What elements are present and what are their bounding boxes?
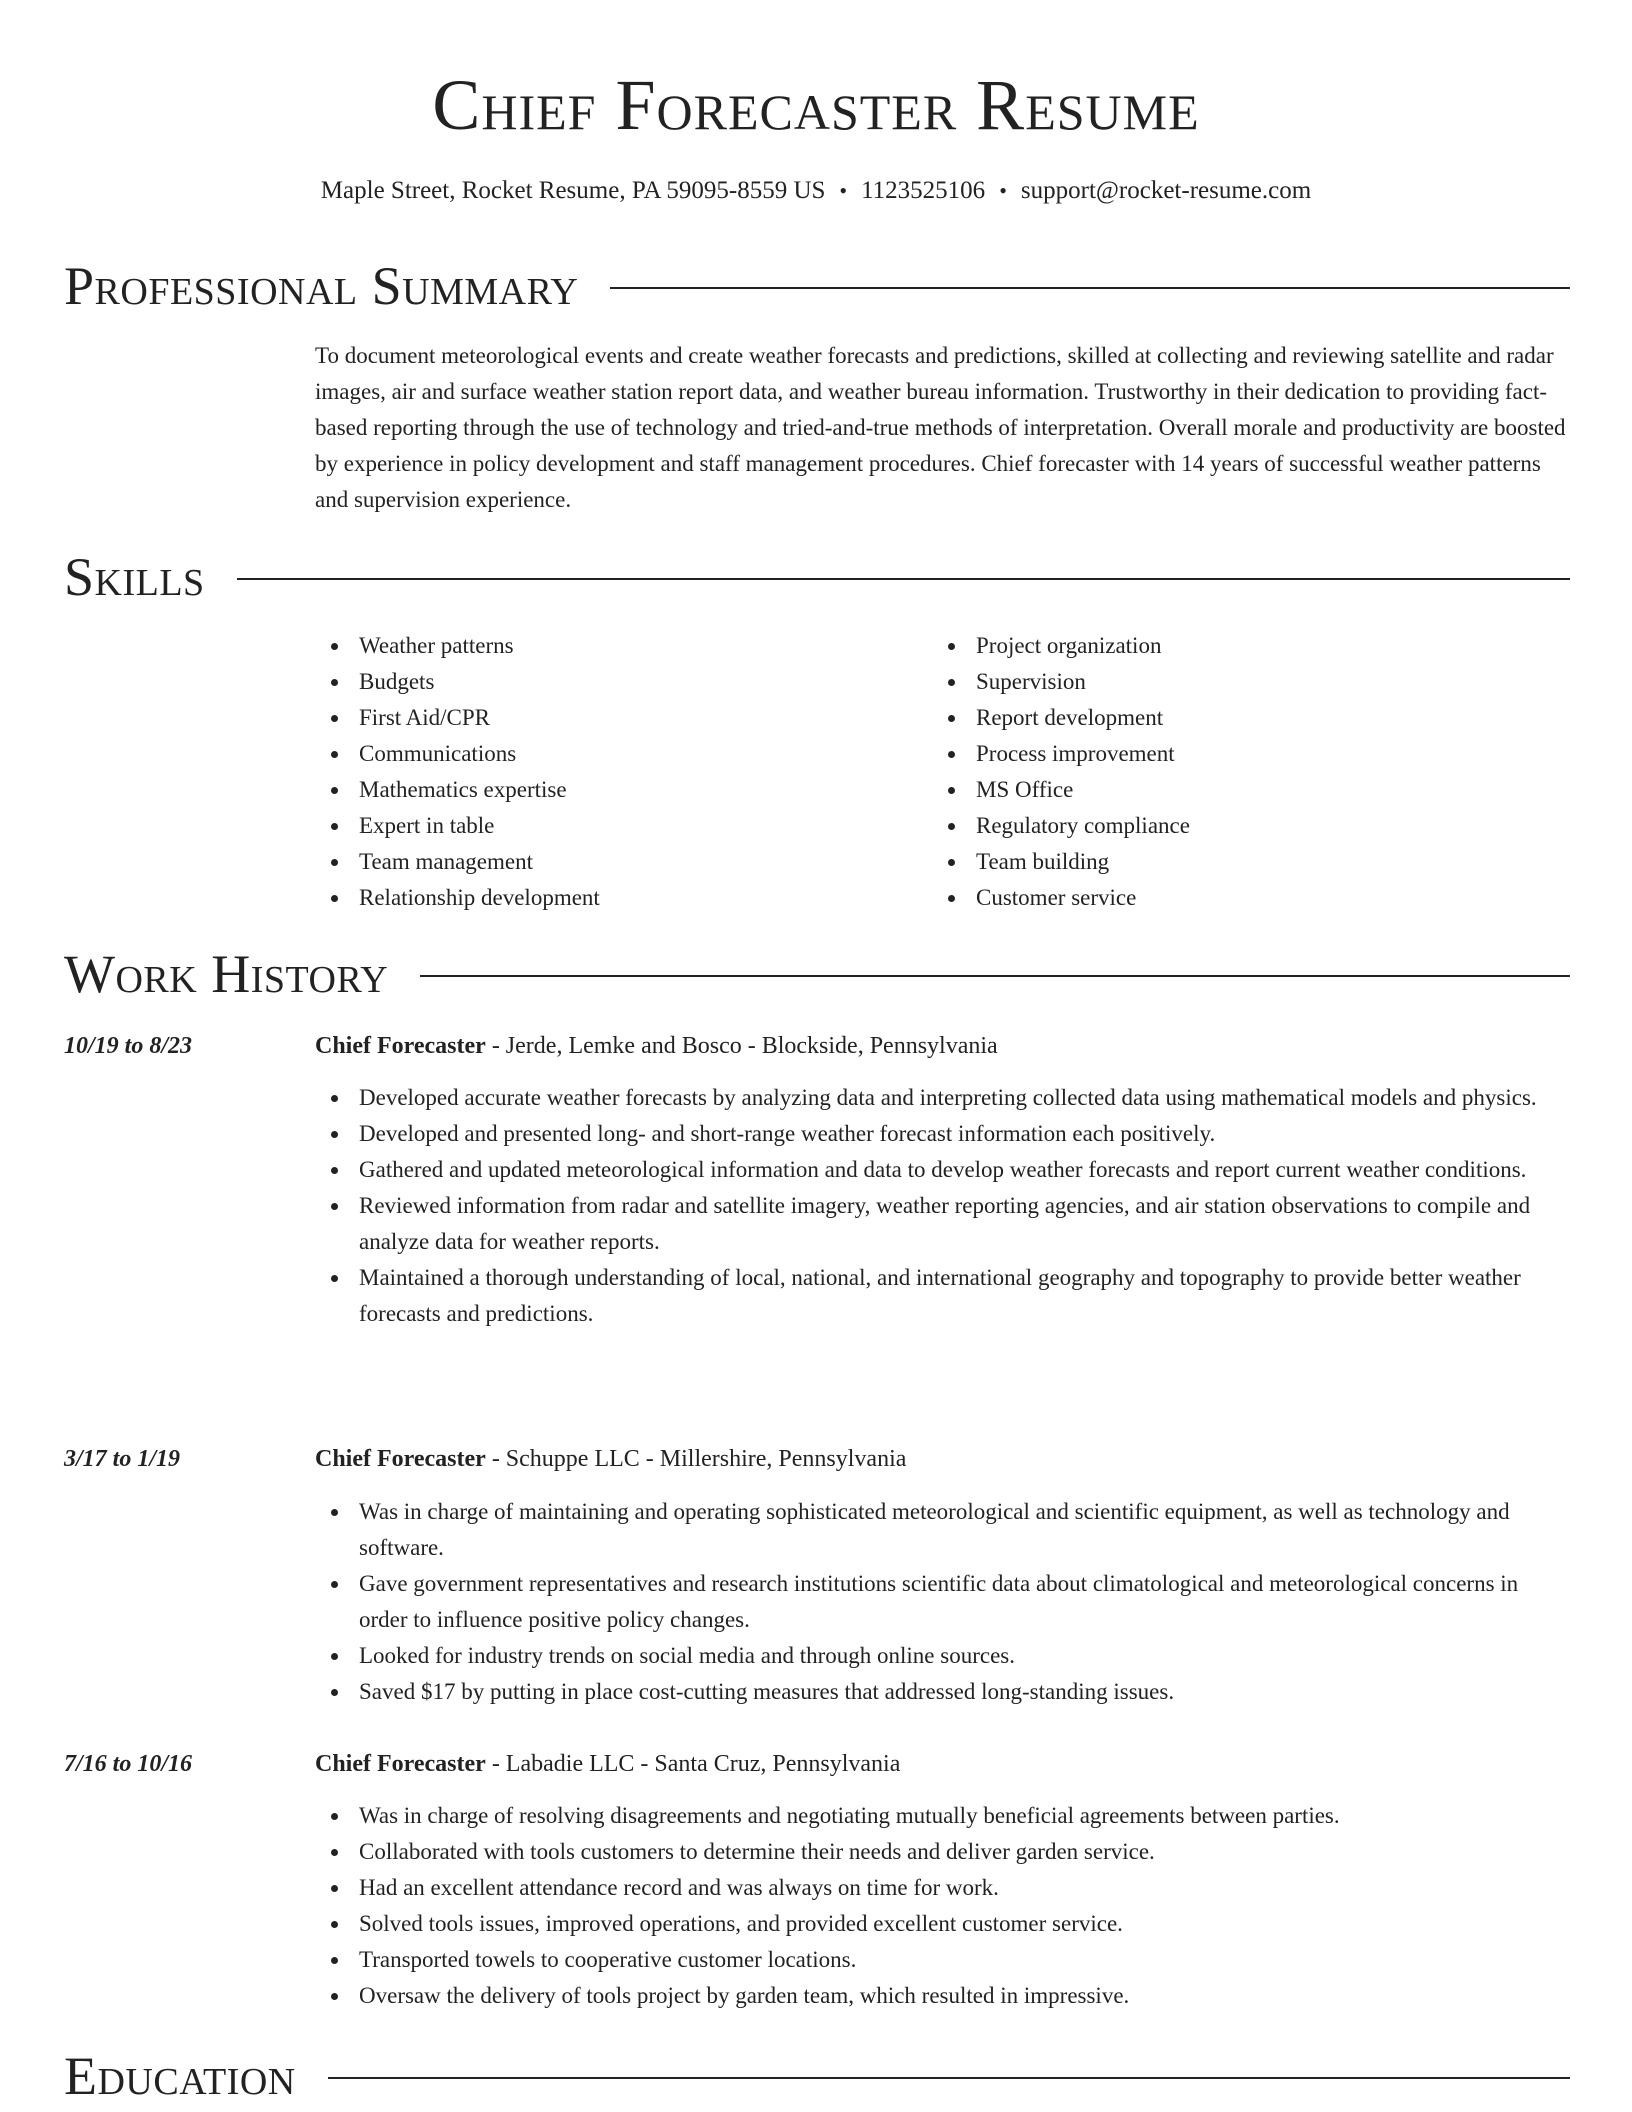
- skill-item: Team building: [932, 844, 1549, 880]
- section-title-education: Education: [64, 2046, 296, 2106]
- skill-item: First Aid/CPR: [315, 700, 932, 736]
- skill-item: Customer service: [932, 880, 1549, 916]
- summary-text: To document meteorological events and create weather forecasts and predictions, skilled at collecting and reviewing satellite and radar images, air and surface weather station report data, and weather bureau information. Trustworthy in their dedication to providing fact-based reporting through the use of technology and tried-and-true methods of interpretation. Overall morale and productivity are boosted by experience in policy development and staff management procedures. Chief forecaster with 14 years of successful weather patterns and supervision experience.: [315, 343, 1566, 512]
- skill-item: Expert in table: [315, 808, 932, 844]
- skill-item: Mathematics expertise: [315, 772, 932, 808]
- job-bullets: [315, 1080, 1570, 1332]
- phone[interactable]: 1123525106: [861, 177, 986, 204]
- section-header-skills: [64, 545, 1570, 609]
- job-heading: [315, 1746, 1570, 1782]
- section-rule: [328, 2077, 1570, 2079]
- section-header-education: [64, 2044, 1570, 2108]
- job-bullet: Maintained a thorough understanding of local, national, and international geography and topography to provide better weather forecasts and predictions.: [315, 1260, 1570, 1332]
- section-title-summary: Professional Summary: [64, 256, 579, 316]
- section-header-work: [64, 942, 1570, 1006]
- job-dates: 7/16 to 10/16: [64, 1751, 193, 1777]
- skill-item: Supervision: [932, 664, 1549, 700]
- job-bullet: Saved $17 by putting in place cost-cutting measures that addressed long-standing issues.: [315, 1674, 1570, 1710]
- job-bullet: Gave government representatives and research institutions scientific data about climatological and meteorological concerns in order to influence positive policy changes.: [315, 1566, 1570, 1638]
- skill-item: Report development: [932, 700, 1549, 736]
- job-heading: [315, 1028, 1570, 1064]
- section-title-skills: Skills: [64, 547, 205, 607]
- job-title: Chief Forecaster: [315, 1446, 486, 1472]
- job-dates: 10/19 to 8/23: [64, 1033, 193, 1059]
- job-bullet: Developed and presented long- and short-range weather forecast information each positively.: [315, 1116, 1570, 1152]
- job-bullet: Looked for industry trends on social media and through online sources.: [315, 1638, 1570, 1674]
- skill-item: Process improvement: [932, 736, 1549, 772]
- skill-item: Project organization: [932, 628, 1549, 664]
- skill-item: Weather patterns: [315, 628, 932, 664]
- skills-column-right: [932, 628, 1549, 916]
- job-bullet: Was in charge of maintaining and operating sophisticated meteorological and scientific equipment, as well as technology and software.: [315, 1494, 1570, 1566]
- job-employer: - Labadie LLC - Santa Cruz, Pennsylvania: [485, 1751, 901, 1777]
- job-bullet: Transported towels to cooperative customer locations.: [315, 1942, 1570, 1978]
- skill-item: Communications: [315, 736, 932, 772]
- separator-dot: •: [999, 178, 1007, 203]
- skill-item: Budgets: [315, 664, 932, 700]
- skills-column-left: [315, 628, 932, 916]
- skill-item: Relationship development: [315, 880, 932, 916]
- address: Maple Street, Rocket Resume, PA 59095-8559 US: [320, 177, 826, 204]
- job-bullet: Had an excellent attendance record and was always on time for work.: [315, 1870, 1570, 1906]
- job-bullet: Gathered and updated meteorological information and data to develop weather forecasts and report current weather conditions.: [315, 1152, 1570, 1188]
- job-bullet: Solved tools issues, improved operations, and provided excellent customer service.: [315, 1906, 1570, 1942]
- job-title: Chief Forecaster: [315, 1751, 486, 1777]
- job-bullet: Developed accurate weather forecasts by analyzing data and interpreting collected data using mathematical models and physics.: [315, 1080, 1570, 1116]
- job-employer: - Jerde, Lemke and Bosco - Blockside, Pennsylvania: [485, 1033, 998, 1059]
- section-rule: [610, 287, 1570, 289]
- email[interactable]: support@rocket-resume.com: [1020, 177, 1312, 204]
- job-bullet: Collaborated with tools customers to determine their needs and deliver garden service.: [315, 1834, 1570, 1870]
- section-title-work: Work History: [64, 944, 389, 1004]
- job-bullet: Was in charge of resolving disagreements and negotiating mutually beneficial agreements between parties.: [315, 1798, 1570, 1834]
- skill-item: Regulatory compliance: [932, 808, 1549, 844]
- contact-line: [0, 174, 1632, 208]
- resume-title: Chief Forecaster Resume: [432, 65, 1200, 145]
- skills-list: [315, 628, 1570, 916]
- job-bullets: [315, 1798, 1570, 2014]
- skill-item: Team management: [315, 844, 932, 880]
- section-header-summary: [64, 254, 1570, 318]
- job-bullet: Reviewed information from radar and satellite imagery, weather reporting agencies, and air station observations to compile and analyze data for weather reports.: [315, 1188, 1570, 1260]
- section-rule: [420, 975, 1570, 977]
- skill-item: MS Office: [932, 772, 1549, 808]
- job-bullets: [315, 1494, 1570, 1710]
- section-rule: [237, 578, 1570, 580]
- job-title: Chief Forecaster: [315, 1033, 486, 1059]
- job-dates: 3/17 to 1/19: [64, 1446, 181, 1472]
- separator-dot: •: [839, 178, 848, 203]
- job-employer: - Schuppe LLC - Millershire, Pennsylvania: [485, 1446, 907, 1472]
- job-bullet: Oversaw the delivery of tools project by garden team, which resulted in impressive.: [315, 1978, 1570, 2014]
- job-heading: [315, 1441, 1570, 1477]
